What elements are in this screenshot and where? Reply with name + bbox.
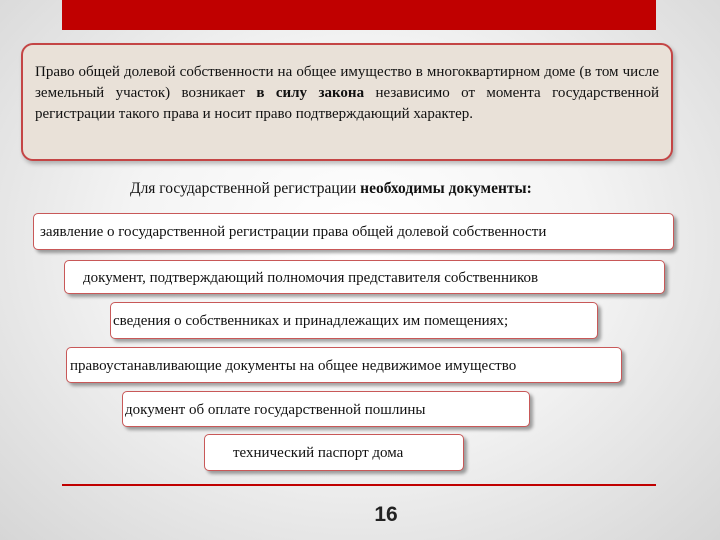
- document-item: [204, 434, 464, 471]
- top-accent-bar: [62, 0, 656, 30]
- heading-text: Для государственной регистрации: [130, 180, 361, 197]
- document-item: [110, 302, 598, 339]
- documents-heading: [130, 180, 532, 198]
- document-item: [64, 260, 665, 294]
- document-item-label: правоустанавливающие документы на общее недвижимое имущество: [70, 358, 517, 374]
- document-item: [66, 347, 622, 383]
- heading-bold: необходимы документы:: [360, 180, 532, 197]
- info-box: [21, 43, 673, 161]
- document-item-label: документ, подтверждающий полномочия представителя собственников: [83, 270, 539, 286]
- document-item-label: заявление о государственной регистрации права общей долевой собственности: [40, 224, 547, 240]
- info-text-bold: в силу закона: [256, 85, 365, 101]
- document-item-label: документ об оплате государственной пошлины: [125, 402, 426, 418]
- info-text-start: Право общей долевой собственности на общее имущество в многоквартирном доме (в том числе земельный участок) возникает: [35, 64, 659, 101]
- page-number: 16: [374, 503, 398, 526]
- document-item-label: технический паспорт дома: [233, 445, 404, 461]
- document-item: [122, 391, 530, 427]
- info-text-end: независимо от момента государственной регистрации такого права и носит право подтверждающий характер.: [35, 85, 659, 122]
- document-item-label: сведения о собственниках и принадлежащих им помещениях;: [113, 313, 509, 329]
- document-item: [33, 213, 674, 250]
- footer-divider: [62, 484, 656, 486]
